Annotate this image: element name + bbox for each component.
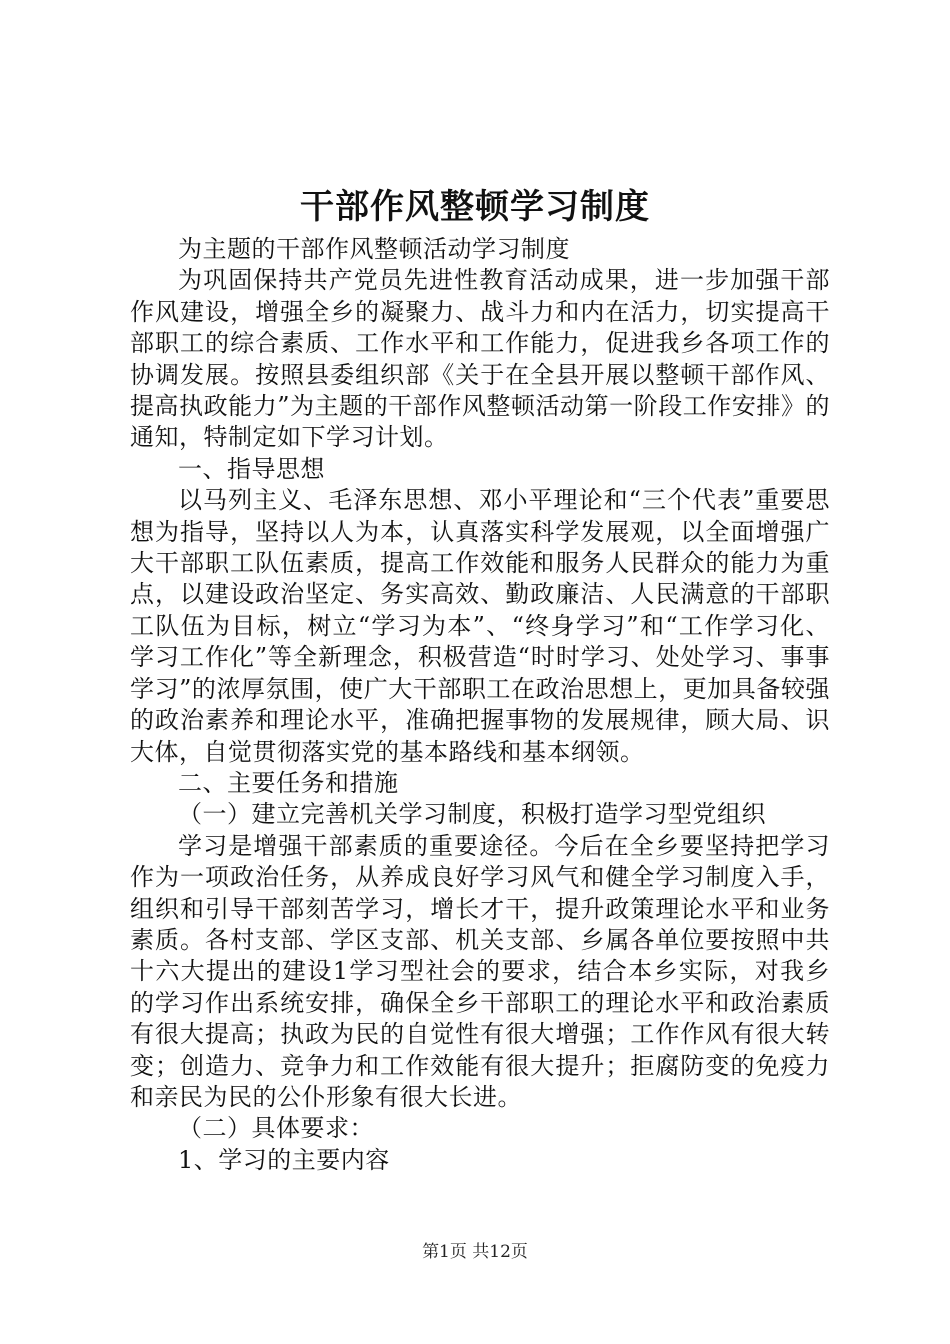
document-title: 干部作风整顿学习制度 [300,187,650,227]
paragraph-guiding-thought: 以马列主义、毛泽东思想、邓小平理论和“三个代表”重要思想为指导，坚持以人为本，认真落实科学发展观，以全面增强广大干部职工队伍素质，提高工作效能和服务人民群众的能力为重点，以建设政治坚定、务实高效、勤政廉洁、人民满意的干部职工队伍为目标，树立“学习为本”、“终身学习”和“工作学习化、学习工作化”等全新理念，积极营造“时时学习、处处学习、事事学习”的浓厚氛围，使广大干部职工在政治思想上，更加具备较强的政治素养和理论水平，准确把握事物的发展规律，顾大局、识大体，自觉贯彻落实党的基本路线和基本纲领。 [130,486,830,766]
paragraph-subtitle: 为主题的干部作风整顿活动学习制度 [178,235,570,263]
section-heading-tasks: 二、主要任务和措施 [178,768,399,797]
subsection-heading-requirements: （二）具体要求： [178,1114,374,1143]
list-item-study-content: 1、学习的主要内容 [178,1145,390,1174]
subsection-heading-study-system: （一）建立完善机关学习制度，积极打造学习型党组织 [178,800,766,829]
section-heading-guiding-thought: 一、指导思想 [178,454,325,483]
paragraph-study-system: 学习是增强干部素质的重要途径。今后在全乡要坚持把学习作为一项政治任务，从养成良好学习风气和健全学习制度入手，组织和引导干部刻苦学习，增长才干，提升政策理论水平和业务素质。各村支部、学区支部、机关支部、乡属各单位要按照中共十六大提出的建设1学习型社会的要求，结合本乡实际，对我乡的学习作出系统安排，确保全乡干部职工的理论水平和政治素质有很大提高；执政为民的自觉性有很大增强；工作作风有很大转变；创造力、竞争力和工作效能有很大提升；拒腐防变的免疫力和亲民为民的公仆形象有很大长进。 [130,831,830,1111]
document-body [130,234,830,1176]
page-footer: 第1页 共12页 [422,1242,528,1262]
paragraph-intro: 为巩固保持共产党员先进性教育活动成果，进一步加强干部作风建设，增强全乡的凝聚力、战斗力和内在活力，切实提高干部职工的综合素质、工作水平和工作能力，促进我乡各项工作的协调发展。按照县委组织部《关于在全县开展以整顿干部作风、提高执政能力”为主题的干部作风整顿活动第一阶段工作安排》的通知，特制定如下学习计划。 [130,266,830,452]
